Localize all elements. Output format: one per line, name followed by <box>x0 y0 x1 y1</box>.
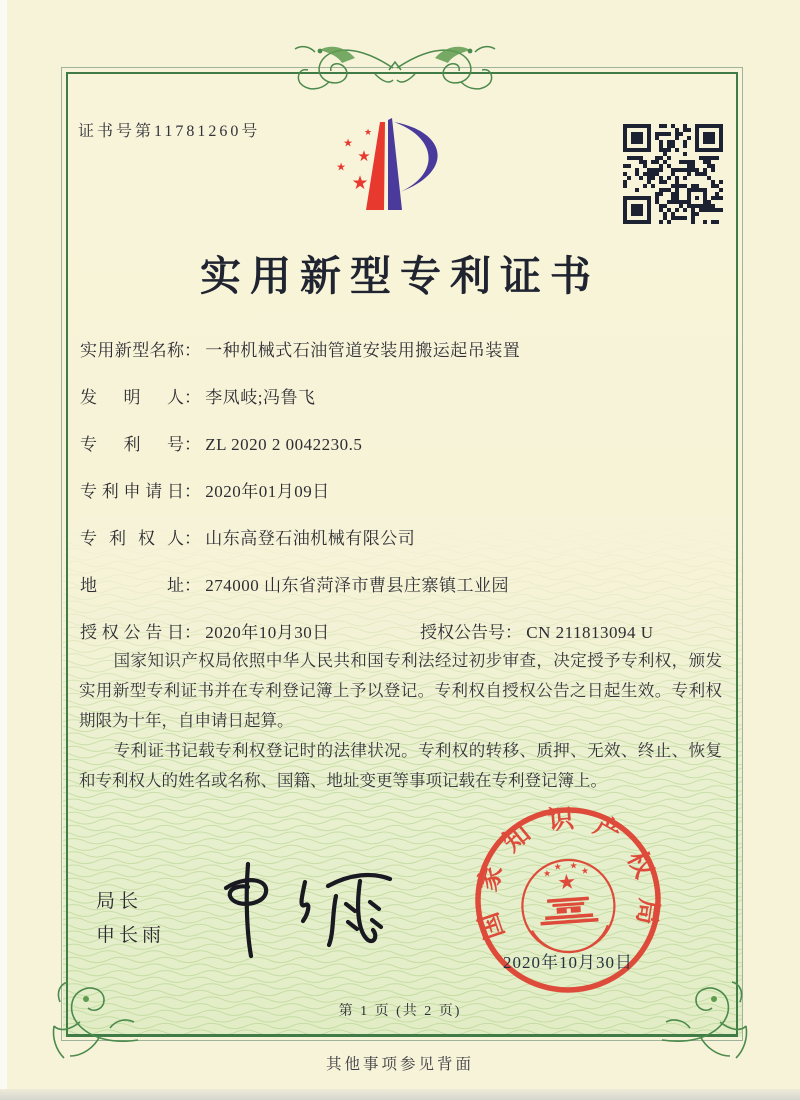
field-row-grant-date <box>80 618 740 644</box>
star-icon: ★ <box>351 172 369 194</box>
field-value: CN 211813094 U <box>526 623 654 642</box>
star-icon: ★ <box>542 869 552 880</box>
cnipa-logo <box>328 110 513 232</box>
star-icon: ★ <box>363 128 373 138</box>
seal-date: 2020年10月30日 <box>503 953 633 972</box>
ornamental-flourish-top <box>285 40 505 94</box>
legal-paragraph-2: 专利证书记载专利权登记时的法律状况。专利权的转移、质押、无效、终止、恢复和专利权人的姓名或名称、国籍、地址变更等事项记载在专利登记簿上。 <box>79 741 722 791</box>
colon: ： <box>184 482 201 501</box>
field-row-filing-date <box>80 477 740 503</box>
scan-edge-bottom <box>0 1089 800 1100</box>
field-label: 专利号 <box>80 435 184 454</box>
field-value: 李凤岐;冯鲁飞 <box>205 388 316 407</box>
field-value: ZL 2020 2 0042230.5 <box>205 435 363 454</box>
star-icon: ★ <box>343 136 353 150</box>
field-row-inventor <box>80 383 740 409</box>
signer-title: 局长 <box>96 891 143 912</box>
field-value: 2020年10月30日 <box>205 623 330 642</box>
colon: ： <box>505 623 522 642</box>
legal-paragraph-1: 国家知识产权局依照中华人民共和国专利法经过初步审查，决定授予专利权，颁发实用新型专利证书并在专利登记簿上予以登记。专利权自授权公告之日起生效。专利权期限为十年，自申请日起算。 <box>79 651 722 731</box>
field-row-invention-name <box>80 336 740 362</box>
field-label: 授权公告日 <box>80 623 184 642</box>
field-label: 地址 <box>80 576 184 595</box>
star-icon: ★ <box>553 862 563 873</box>
field-label: 专利申请日 <box>80 482 184 501</box>
field-label: 授权公告号 <box>420 623 505 642</box>
field-label: 实用新型名称 <box>80 341 184 360</box>
field-value: 274000 山东省菏泽市曹县庄寨镇工业园 <box>205 576 509 595</box>
field-row-patent-number <box>80 430 740 456</box>
star-icon: ★ <box>357 147 371 165</box>
field-row-address <box>80 571 740 597</box>
field-label: 发明人 <box>80 388 184 407</box>
colon: ： <box>184 529 201 548</box>
scan-edge-left <box>0 0 7 1100</box>
certificate-title: 实用新型专利证书 <box>200 253 600 299</box>
colon: ： <box>184 341 201 360</box>
field-grant-number <box>420 618 654 643</box>
certificate-number: 证书号第11781260号 <box>78 123 261 140</box>
seal-ring-text: 国家知识产权局 <box>473 804 664 943</box>
star-icon: ★ <box>556 869 577 895</box>
star-icon: ★ <box>569 861 579 872</box>
back-note: 其他事项参见背面 <box>325 1056 474 1073</box>
star-icon: ★ <box>336 160 346 174</box>
legal-text <box>79 646 722 796</box>
signer-name: 申长雨 <box>96 925 166 946</box>
field-value: 2020年01月09日 <box>205 482 330 501</box>
handwritten-signature <box>210 848 415 963</box>
page-number: 第 1 页 (共 2 页) <box>338 1004 462 1019</box>
field-value: 山东高登石油机械有限公司 <box>205 529 416 548</box>
colon: ： <box>184 576 201 595</box>
colon: ： <box>184 435 201 454</box>
field-value: 一种机械式石油管道安装用搬运起吊装置 <box>205 341 521 360</box>
qr-code <box>623 124 723 224</box>
field-label: 专利权人 <box>80 529 184 548</box>
star-icon: ★ <box>580 866 590 878</box>
colon: ： <box>184 623 201 642</box>
tiananmen-gate-icon <box>539 896 599 925</box>
field-row-patentee <box>80 524 740 550</box>
colon: ： <box>184 388 201 407</box>
